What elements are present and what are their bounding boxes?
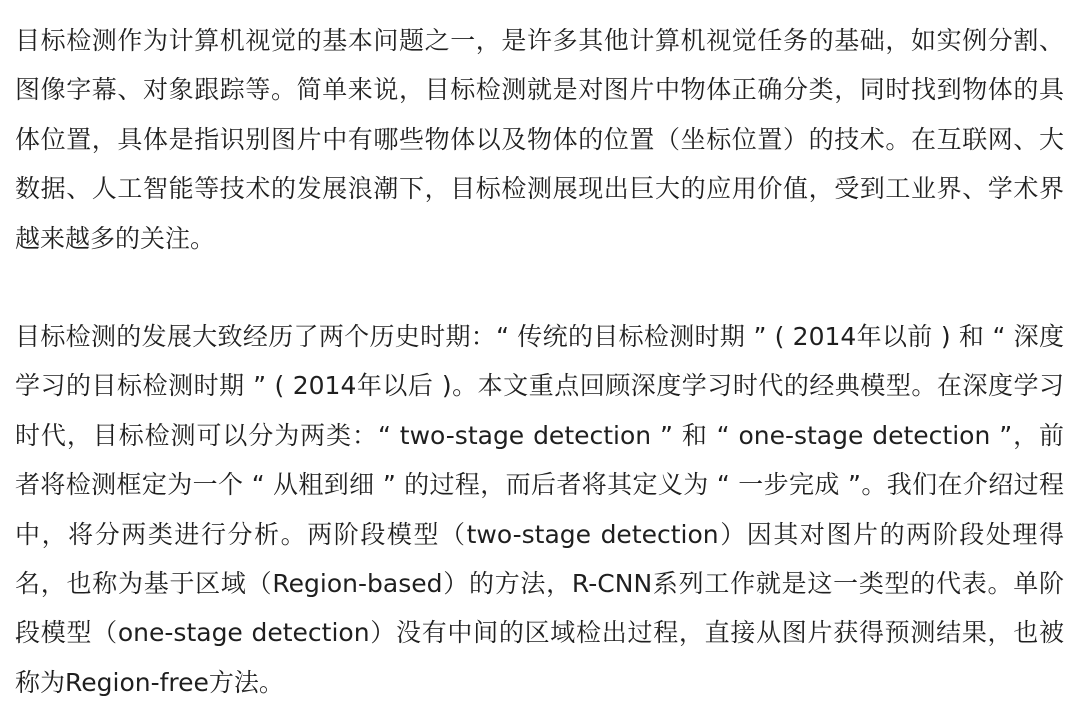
paragraph-intro: 目标检测作为计算机视觉的基本问题之一，是许多其他计算机视觉任务的基础，如实例分割、图像字幕、对象跟踪等。简单来说，目标检测就是对图片中物体正确分类，同时找到物体的具体位置，具体是指识别图片中有哪些物体以及物体的位置（坐标位置）的技术。在互联网、大数据、人工智能等技术的发展浪潮下，目标检测展现出巨大的应用价值，受到工业界、学术界越来越多的关注。 bbox=[15, 26, 1064, 253]
paragraph-history: 目标检测的发展大致经历了两个历史时期：“ 传统的目标检测时期 ” ( 2014年以前 ) 和 “ 深度学习的目标检测时期 ” ( 2014年以后 )。本文重点回顾深度学习时代的经典模型。在深度学习时代，目标检测可以分为两类：“ two-stage detection ” 和 “ one-stage detection ”，前者将检测框定为一个 “ 从粗到细 ” 的过程，而后者将其定义为 “ 一步完成 ”。我们在介绍过程中，将分两类进行分析。两阶段模型（two-stage detection）因其对图片的两阶段处理得名，也称为基于区域（Region-based）的方法，R-CNN系列工作就是这一类型的代表。单阶段模型（one-stage detection）没有中间的区域检出过程，直接从图片获得预测结果，也被称为Region-free方法。 bbox=[15, 322, 1064, 697]
